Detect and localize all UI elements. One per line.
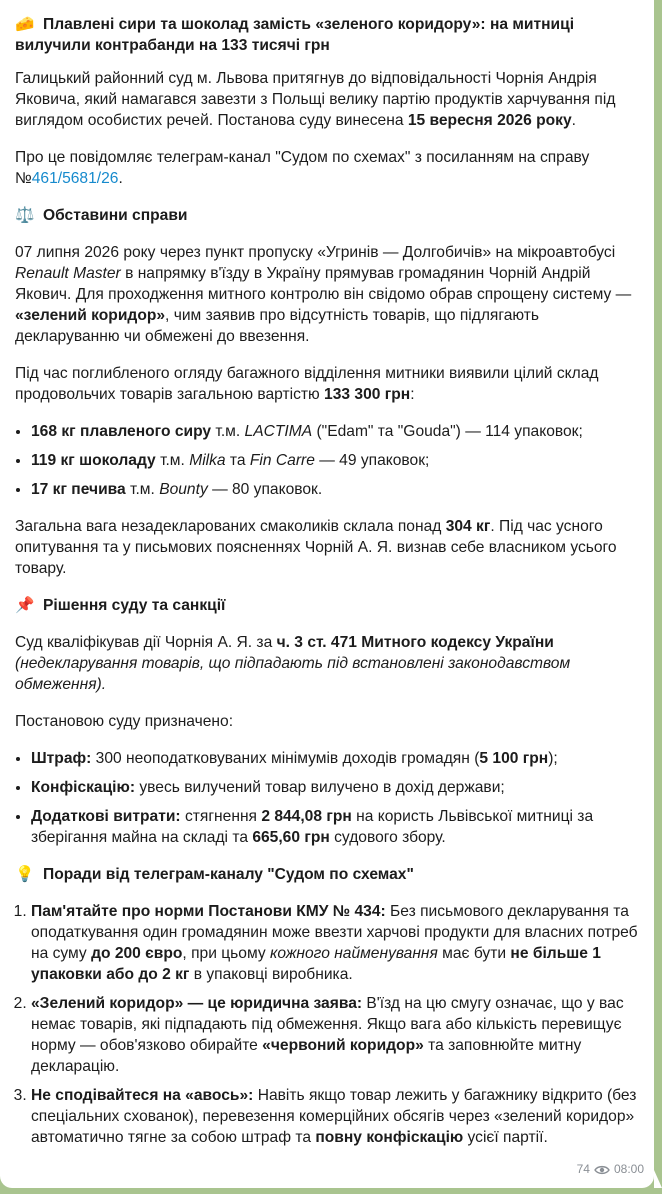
pushpin-icon: 📌 [15,597,35,614]
case-number-link[interactable]: 461/5681/26 [31,170,119,187]
scales-icon: ⚖️ [15,207,35,224]
message-meta [577,1159,644,1180]
tips-list [15,901,638,1148]
list-item: • 17 кг печива т.м. Bounty — 80 упаковок. [31,479,638,500]
list-item: 1. Пам'ятайте про норми Постанови КМУ № 434: Без письмового декларування та оподаткування один громадянин може ввезти харчові продукти для власних потреб на суму до 200 євро, при цьому кожного найменування має бути не більше 1 упаковки або до 2 кг в упаковці виробника. [31,901,638,985]
decision-paragraph-2: Постановою суду призначено: [15,713,234,730]
post-title: 🧀 Плавлені сири та шоколад замість «зеленого коридору»: на митниці вилучили контрабанди на 133 тисячі грн [15,16,575,54]
circumstances-paragraph-2: Під час поглибленого огляду багажного відділення митники виявили цілий склад продовольчих товарів загальною вартістю 133 300 грн: [15,365,599,403]
list-item: 2. «Зелений коридор» — це юридична заява: В'їзд на цю смугу означає, що у вас немає товарів, які підпадають під обмеження. Якщо вага або кількість перевищує норму — обов'язково обирайте «червоний коридор» та заповнюйте митну декларацію. [31,993,638,1077]
bubble-tail [654,1170,662,1188]
list-item: • Штраф: 300 неоподатковуваних мінімумів доходів громадян (5 100 грн); [31,748,638,769]
seized-goods-list [15,421,638,500]
source-paragraph: Про це повідомляє телеграм-канал "Судом по схемах" з посиланням на справу №461/5681/26. [15,149,590,187]
sanctions-list [15,748,638,848]
eye-icon [594,1165,610,1175]
list-item: • 119 кг шоколаду т.м. Milka та Fin Carre — 49 упаковок; [31,450,638,471]
lightbulb-icon: 💡 [15,866,35,883]
cheese-icon: 🧀 [15,16,35,33]
section-tips-heading: 💡 Поради від телеграм-каналу "Судом по схемах" [15,866,414,883]
circumstances-paragraph-3: Загальна вага незадекларованих смаколиків склала понад 304 кг. Під час усного опитування та у письмових поясненнях Чорній А. Я. визнав себе власником усього товару. [15,518,617,577]
circumstances-paragraph-1: 07 липня 2026 року через пункт пропуску «Угринів — Долгобичів» на мікроавтобусі Renault Master в напрямку в'їзду в Україну прямував громадянин Чорній Андрій Якович. Для проходження митного контролю він свідомо обрав спрощену систему — «зелений коридор», чим заявив про відсутність товарів, що підлягають декларуванню чи обмежені до ввезення. [15,244,632,345]
intro-paragraph: Галицький районний суд м. Львова притягнув до відповідальності Чорнія Андрія Яковича, який намагався завезти з Польщі велику партію продуктів харчування під виглядом особистих речей. Постанова суду винесена 15 вересня 2026 року. [15,70,616,129]
view-count: 74 [576,1162,590,1176]
list-item: • Додаткові витрати: стягнення 2 844,08 грн на користь Львівської митниці за зберігання майна на складі та 665,60 грн судового збору. [31,806,638,848]
decision-paragraph-1: Суд кваліфікував дії Чорнія А. Я. за ч. 3 ст. 471 Митного кодексу України (недекларування товарів, що підпадають під встановлені законодавством обмеження). [15,634,571,693]
section-decision-heading: 📌 Рішення суду та санкції [15,597,226,614]
list-item: • 168 кг плавленого сиру т.м. LACTIMA ("Edam" та "Gouda") — 114 упаковок; [31,421,638,442]
message-time: 08:00 [613,1162,644,1176]
section-circumstances-heading: ⚖️ Обставини справи [15,207,188,224]
list-item: • Конфіскацію: увесь вилучений товар вилучено в дохід держави; [31,777,638,798]
list-item: 3. Не сподівайтеся на «авось»: Навіть якщо товар лежить у багажнику відкрито (без спеціальних схованок), перевезення комерційних обсягів через «зелений коридор» автоматично тягне за собою штраф та повну конфіскацію усієї партії. [31,1085,638,1148]
